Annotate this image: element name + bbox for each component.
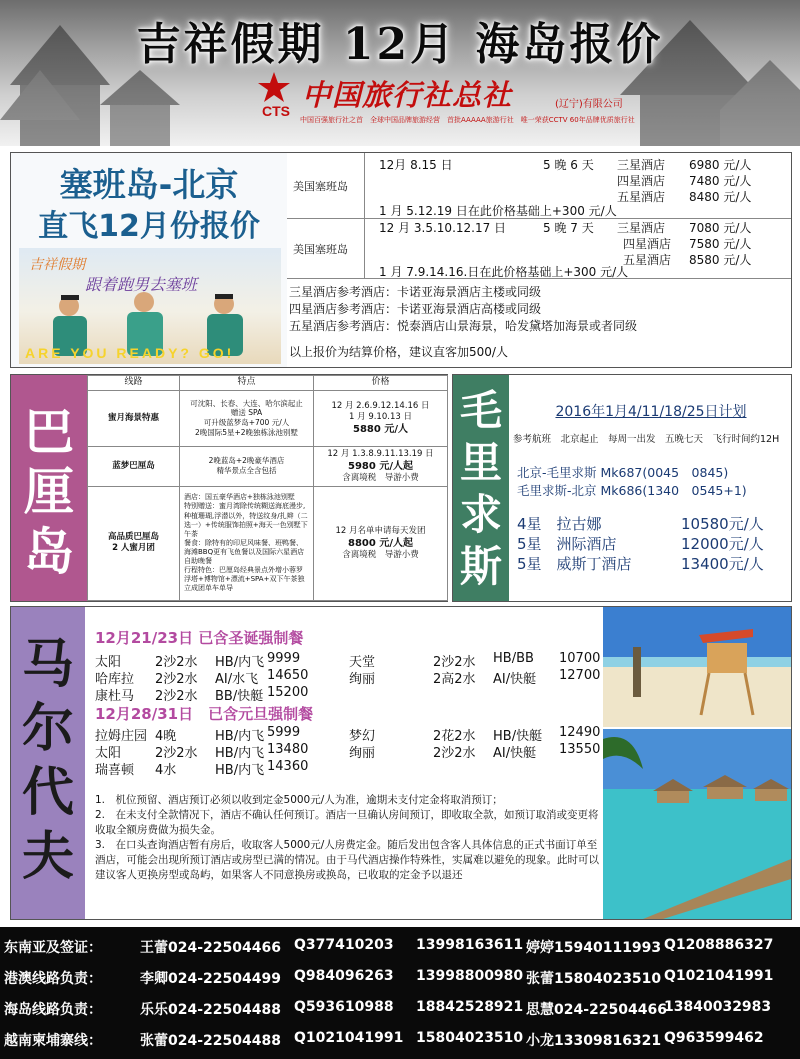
script-brand-text: 吉祥假期: [29, 257, 85, 273]
maldives-price-cell: 13480: [267, 742, 309, 757]
maldives-price-cell: 4水: [155, 763, 177, 778]
saipan-dates: 12月 8.15 日: [379, 158, 453, 172]
maldives-note: 2. 在未支付全款情况下，酒店不确认任何预订。酒店一旦确认房间预订，即收取全款，如预订取消或变更将收取全额房费做为损失金。: [95, 809, 599, 836]
contact-item: Q377410203: [294, 937, 394, 953]
column-header: 线路: [88, 376, 180, 391]
maldives-price-cell: 14360: [267, 759, 309, 774]
maldives-label-char: 夫: [21, 827, 74, 887]
maldives-price-cell: 4晚: [155, 729, 177, 744]
maldives-price-cell: HB/BB: [493, 651, 534, 666]
route-name: 蜜月海景特惠: [88, 390, 180, 446]
hotel-price: 7580 元/人: [689, 237, 752, 251]
maldives-price-cell: 9999: [267, 651, 301, 666]
table-row: [88, 446, 448, 486]
maldives-price-cell: AI/快艇: [493, 672, 537, 687]
maldives-price-cell: 10700: [559, 651, 601, 666]
mauritius-label: [453, 375, 509, 601]
bali-price-table: [87, 375, 448, 601]
route-features: 2晚蓝岛+2晚豪华酒店 精华景点全含包括: [180, 446, 314, 486]
contact-item: 18842528921: [416, 999, 524, 1015]
contact-item: 小龙13309816321: [526, 1033, 662, 1049]
maldives-price-cell: 12700: [559, 668, 601, 683]
maldives-price-cell: 2沙2水: [155, 689, 198, 704]
mauritius-hotel: 5星 威斯丁酒店: [517, 555, 632, 573]
maldives-price-cell: AI/水飞: [215, 672, 259, 687]
brand-abbr: CTS: [262, 103, 290, 119]
maldives-price-cell: AI/快艇: [493, 746, 537, 761]
hotel-ref-3star: 三星酒店参考酒店：卡诺亚海景酒店主楼或同级: [289, 285, 542, 299]
saipan-footnote: 以上报价为结算价格，建议直客加500/人: [289, 345, 508, 359]
mauritius-hotel: 5星 洲际酒店: [517, 535, 617, 553]
bali-label: [11, 375, 87, 601]
price-dates: 12 月 1.3.8.9.11.13.19 日: [327, 448, 434, 459]
maldives-price-cell: 太阳: [95, 655, 122, 670]
brand-slogan: 中国百强旅行社之首 全球中国品牌旅游经营 首批AAAAA旅游行社 唯一荣获CCTV 60年品牌优质旅行社: [300, 116, 635, 124]
mauritius-flight: 北京-毛里求斯 Mk687(0045 0845): [517, 465, 729, 480]
maldives-price-cell: 5999: [267, 725, 301, 740]
bali-section: [10, 374, 448, 602]
hotel-star: 五星酒店: [623, 253, 672, 267]
hotel-ref-5star: 五星酒店参考酒店：悦泰酒店山景海景，哈发黛塔加海景或者同级: [289, 319, 638, 333]
brand-sub: (辽宁)有限公司: [555, 99, 623, 110]
header-banner: [0, 0, 800, 146]
maldives-label-char: 尔: [21, 699, 74, 759]
hotel-ref-4star: 四星酒店参考酒店：卡诺亚海景酒店高楼或同级: [289, 302, 542, 316]
mauritius-price: 13400元/人: [681, 555, 764, 573]
mauritius-price: 12000元/人: [681, 535, 764, 553]
price-main: 8800 元/人起: [348, 537, 413, 549]
maldives-price-cell: 天堂: [349, 655, 376, 670]
contact-item: 张蕾024-22504488: [140, 1033, 281, 1049]
maldives-notes: [95, 793, 601, 883]
brand-name: 中国旅行社总社: [302, 78, 513, 112]
contact-item: 李卿024-22504499: [140, 971, 281, 987]
mauritius-body: [511, 375, 791, 601]
contact-item: Q593610988: [294, 999, 394, 1015]
contact-item: 思慧024-22504466: [526, 1002, 667, 1018]
bali-label-char: 岛: [24, 523, 74, 581]
maldives-price-cell: 2沙2水: [433, 746, 476, 761]
mauritius-section: [452, 374, 792, 602]
maldives-price-cell: 2沙2水: [433, 655, 476, 670]
bali-label-char: 巴: [24, 403, 74, 461]
maldives-section: [10, 606, 792, 920]
maldives-price-cell: 2沙2水: [155, 655, 198, 670]
route-features: 可沈阳、长春、大连、哈尔滨起止 赠送 SPA 可升级蓝梦岛+700 元/人 2晚国际5星+2晚独栋泳池别墅: [180, 390, 314, 446]
saipan-dest: 美国塞班岛: [287, 153, 365, 218]
route-price: [314, 390, 448, 446]
maldives-price-cell: 瑞喜顿: [95, 763, 135, 778]
hotel-price: 8480 元/人: [689, 190, 752, 204]
maldives-body: [91, 607, 603, 919]
table-row: [88, 486, 448, 600]
maldives-price-cell: 15200: [267, 685, 309, 700]
contact-item: Q1208886327: [664, 937, 774, 953]
table-header-row: [88, 376, 448, 391]
hotel-price: 7480 元/人: [689, 174, 752, 188]
maldives-price-cell: 12490: [559, 725, 601, 740]
maldives-price-cell: 2沙2水: [155, 672, 198, 687]
maldives-price-cell: 14650: [267, 668, 309, 683]
hotel-price: 6980 元/人: [689, 158, 752, 172]
contact-item: 婷婷15940111993: [526, 940, 662, 956]
column-header: 特点: [180, 376, 314, 391]
saipan-subtitle: 直飞12月份报价: [38, 209, 260, 244]
maldives-price-cell: 绚丽: [349, 746, 376, 761]
mauritius-label-char: 求: [459, 490, 502, 539]
contact-group-label: 越南柬埔寨线：: [4, 1033, 102, 1049]
contacts-footer: [0, 927, 800, 1059]
table-row: [88, 390, 448, 446]
maldives-label: [11, 607, 85, 919]
saipan-note: 1 月 7.9.14.16.日在此价格基础上+300 元/人: [379, 265, 629, 279]
maldives-price-cell: 绚丽: [349, 672, 376, 687]
contact-item: 15804023510: [416, 1030, 524, 1046]
price-dates: 1 月 9.10.13 日: [349, 411, 412, 422]
bali-label-char: 厘: [24, 463, 74, 521]
contact-item: 13998800980: [416, 968, 524, 984]
hotel-price: 8580 元/人: [689, 253, 752, 267]
hotel-price: 7080 元/人: [689, 221, 752, 235]
cts-star-logo-icon: [257, 71, 291, 105]
mauritius-flight: 毛里求斯-北京 Mk686(1340 0545+1): [517, 483, 747, 498]
maldives-price-cell: HB/内飞: [215, 746, 265, 761]
contact-item: 张蕾15804023510: [526, 971, 662, 987]
price-extra: 含离境税 导游小费: [342, 549, 419, 560]
saipan-nights: 5 晚 7 天: [543, 221, 594, 235]
beach-lifeguard-photo: [603, 607, 791, 727]
saipan-note: 1 月 5.12.19 日在此价格基础上+300 元/人: [379, 204, 617, 218]
saipan-price-grid: [287, 153, 791, 367]
route-name: 高品质巴厘岛 2 人蜜月团: [88, 486, 180, 600]
overwater-villa-photo: [603, 729, 791, 919]
maldives-price-cell: 2花2水: [433, 729, 476, 744]
contact-item: 乐乐024-22504488: [140, 1002, 281, 1018]
maldives-note: 3. 在口头查询酒店暂有房后，收取客人5000元/人房费定金。随后发出包含客人具体信息的正式书面订单至酒店，可能会出现所预订酒店或房型已满的情况。由于马代酒店操作特殊性，实属难以避免的现象。此时可以建议客人更换房型或岛屿，如果客人不同意换房或换岛，已收取的定金予以退还: [95, 839, 599, 881]
maldives-price-cell: HB/内飞: [215, 763, 265, 778]
mauritius-price: 10580元/人: [681, 515, 764, 533]
contact-item: Q1021041991: [294, 1030, 404, 1046]
column-header: 价格: [314, 376, 448, 391]
ready-banner: ARE YOU READY? GO!: [25, 345, 235, 361]
price-extra: 含离境税 导游小费: [342, 472, 419, 483]
contact-group-label: 东南亚及签证：: [4, 940, 102, 956]
price-dates: 12 月名单申请每天发团: [335, 525, 426, 536]
mauritius-flight-ref: 参考航班 北京起止 每周一出发 五晚七天 飞行时间约12H: [513, 434, 780, 445]
saipan-title: 塞班岛-北京: [59, 165, 239, 204]
mauritius-label-char: 毛: [459, 386, 502, 435]
contact-item: 13840032983: [664, 999, 772, 1015]
contact-item: Q984096263: [294, 968, 394, 984]
maldives-price-cell: 哈库拉: [95, 672, 135, 687]
price-main: 5980 元/人起: [348, 460, 413, 472]
maldives-price-cell: 梦幻: [349, 729, 376, 744]
maldives-label-char: 马: [21, 635, 74, 695]
route-features: 酒店：国五豪华酒店+独栋泳池别墅 特别赠送：蜜月湾除传统糊送海底漫步,种植珊瑚,浮潜以外，特送纹身/扎辫（二选一）+传统服饰拍照+海天一色別墅下午茶 餐食：除特有的印尼风味餐、班鸭餐、海滩BBQ更有飞鱼餐以及国际六星酒店自助晚餐 行程特色：巴厘岛经典景点外增小蓉罗浮塔+博物馆+漂流+SPA+双下午茶独立成团单车单导: [180, 486, 314, 600]
contact-item: 13998163611: [416, 937, 524, 953]
saipan-nights: 5 晚 6 天: [543, 158, 594, 172]
maldives-heading-christmas: 12月21/23日 已含圣诞强制餐: [95, 629, 304, 647]
maldives-price-cell: HB/内飞: [215, 655, 265, 670]
maldives-price-cell: 2沙2水: [155, 746, 198, 761]
maldives-price-cell: HB/快艇: [493, 729, 543, 744]
price-main: 5880 元/人: [353, 423, 408, 435]
mauritius-label-char: 里: [459, 438, 502, 487]
price-dates: 12 月 2.6.9.12.14.16 日: [331, 400, 430, 411]
maldives-price-cell: 13550: [559, 742, 601, 757]
hotel-star: 三星酒店: [617, 158, 666, 172]
maldives-price-cell: 康杜马: [95, 689, 135, 704]
maldives-price-cell: 太阳: [95, 746, 122, 761]
hotel-star: 四星酒店: [617, 174, 666, 188]
route-price: [314, 486, 448, 600]
contact-item: 王蕾024-22504466: [140, 940, 281, 956]
maldives-price-cell: 2高2水: [433, 672, 476, 687]
hotel-star: 三星酒店: [617, 221, 666, 235]
maldives-price-cell: HB/内飞: [215, 729, 265, 744]
maldives-note: 1. 机位预留、酒店预订必须以收到定金5000元/人为准，逾期未支付定金将取消预订；: [95, 794, 503, 806]
script-tagline: 跟着跑男去塞班: [85, 275, 198, 294]
route-price: [314, 446, 448, 486]
maldives-price-cell: BB/快艇: [215, 689, 264, 704]
maldives-label-char: 代: [21, 763, 74, 823]
maldives-price-cell: 拉姆庄园: [95, 729, 148, 744]
contact-group-label: 海岛线路负责：: [4, 1002, 102, 1018]
route-name: 蓝梦巴厘岛: [88, 446, 180, 486]
contact-item: Q1021041991: [664, 968, 774, 984]
mauritius-hotel: 4星 拉古娜: [517, 515, 602, 533]
saipan-promo-panel: [11, 153, 287, 367]
hotel-star: 四星酒店: [623, 237, 672, 251]
saipan-section: [10, 152, 792, 368]
saipan-dest: 美国塞班岛: [287, 219, 365, 278]
hotel-star: 五星酒店: [617, 190, 666, 204]
maldives-heading-newyear: 12月28/31日 已含元旦强制餐: [95, 705, 314, 723]
mauritius-schedule: 2016年1月4/11/18/25日计划: [555, 404, 747, 420]
contact-item: Q963599462: [664, 1030, 764, 1046]
contact-group-label: 港澳线路负责：: [4, 971, 102, 987]
page-title: 吉祥假期 12月 海岛报价: [136, 19, 664, 70]
saipan-dates: 12 月 3.5.10.12.17 日: [379, 221, 507, 235]
mauritius-label-char: 斯: [459, 542, 502, 591]
saipan-group-photo: [19, 248, 281, 364]
